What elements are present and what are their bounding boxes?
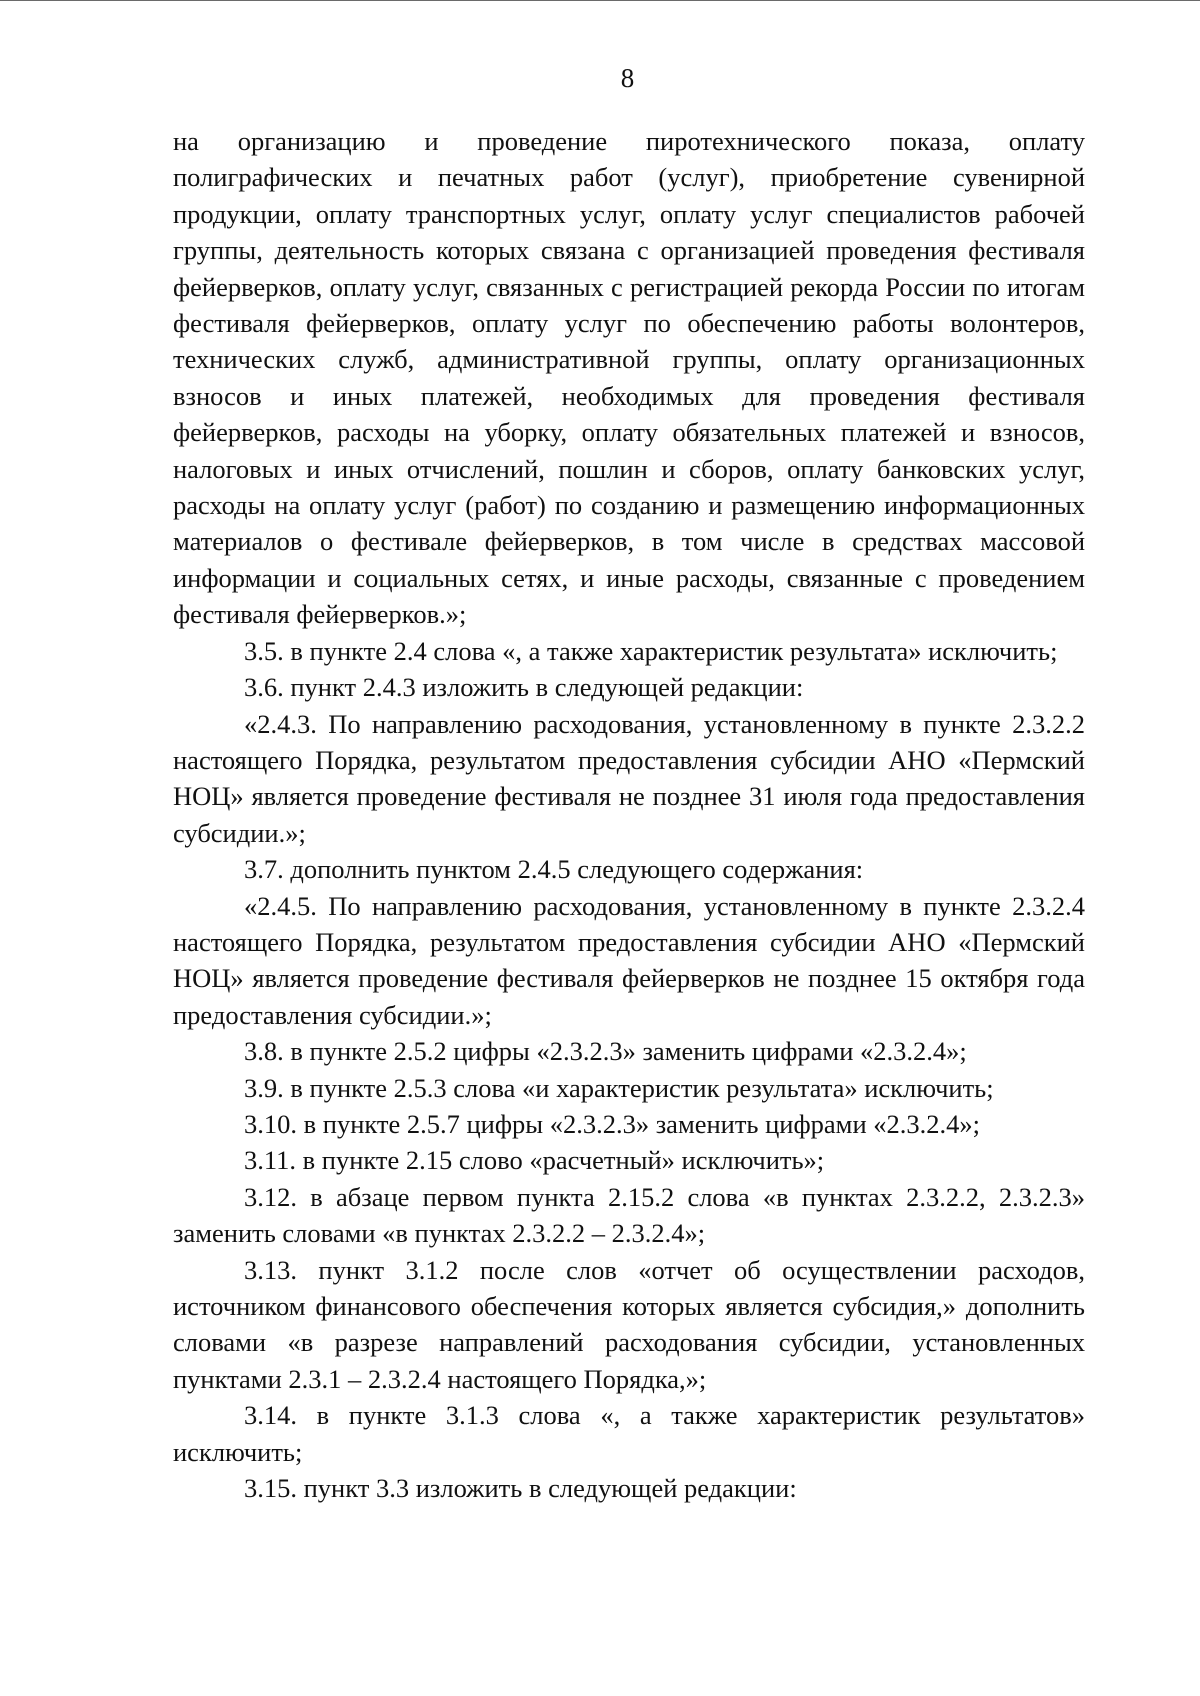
paragraph-expenses-list: на организацию и проведение пиротехнического показа, оплату полиграфических и печатных работ (услуг), приобретение сувенирной продукции, оплату транспортных услуг, оплату услуг специалистов рабочей группы, деятельность которых связана с организацией проведения фестиваля фейерверков, оплату услуг, связанных с регистрацией рекорда России по итогам фестиваля фейерверков, оплату услуг по обеспечению работы волонтеров, технических служб, административной группы, оплату организационных взносов и иных платежей, необходимых для проведения фестиваля фейерверков, расходы на уборку, оплату обязательных платежей и взносов, налоговых и иных отчислений, пошлин и сборов, оплату банковских услуг, расходы на оплату услуг (работ) по созданию и размещению информационных материалов о фестивале фейерверков, в том числе в средствах массовой информации и социальных сетях, и иные расходы, связанные с проведением фестиваля фейерверков.»; [173, 126, 1085, 630]
paragraph-3-9: 3.9. в пункте 2.5.3 слова «и характеристик результата» исключить; [244, 1072, 994, 1103]
paragraph-2-4-3: «2.4.3. По направлению расходования, установленному в пункте 2.3.2.2 настоящего Порядка, результатом предоставления субсидии АНО «Пермский НОЦ» является проведение фестиваля не позднее 31 июля года предоставления субсидии.»; [173, 708, 1085, 848]
paragraph-3-12: 3.12. в абзаце первом пункта 2.15.2 слова «в пунктах 2.3.2.2, 2.3.2.3» заменить словами «в пунктах 2.3.2.2 – 2.3.2.4»; [173, 1181, 1085, 1249]
paragraph-2-4-5: «2.4.5. По направлению расходования, установленному в пункте 2.3.2.4 настоящего Порядка, результатом предоставления субсидии АНО «Пермский НОЦ» является проведение фестиваля фейерверков не позднее 15 октября года предоставления субсидии.»; [173, 890, 1085, 1030]
paragraph-3-10: 3.10. в пункте 2.5.7 цифры «2.3.2.3» заменить цифрами «2.3.2.4»; [244, 1108, 980, 1139]
page-number: 8 [620, 63, 635, 93]
paragraph-3-11: 3.11. в пункте 2.15 слово «расчетный» исключить»; [244, 1145, 825, 1176]
paragraph-3-8: 3.8. в пункте 2.5.2 цифры «2.3.2.3» заменить цифрами «2.3.2.4»; [244, 1036, 967, 1067]
paragraph-3-7: 3.7. дополнить пунктом 2.4.5 следующего содержания: [244, 854, 864, 885]
paragraph-3-6: 3.6. пункт 2.4.3 изложить в следующей редакции: [244, 672, 804, 703]
paragraph-3-13: 3.13. пункт 3.1.2 после слов «отчет об осуществлении расходов, источником финансового обеспечения которых является субсидия,» дополнить словами «в разрезе направлений расходования субсидии, установленных пунктами 2.3.1 – 2.3.2.4 настоящего Порядка,»; [173, 1254, 1085, 1394]
document-body [173, 123, 1085, 1506]
paragraph-3-5: 3.5. в пункте 2.4 слова «, а также характеристик результата» исключить; [244, 635, 1058, 666]
paragraph-3-15: 3.15. пункт 3.3 изложить в следующей редакции: [244, 1473, 797, 1504]
paragraph-3-14: 3.14. в пункте 3.1.3 слова «, а также характеристик результатов» исключить; [173, 1400, 1085, 1467]
